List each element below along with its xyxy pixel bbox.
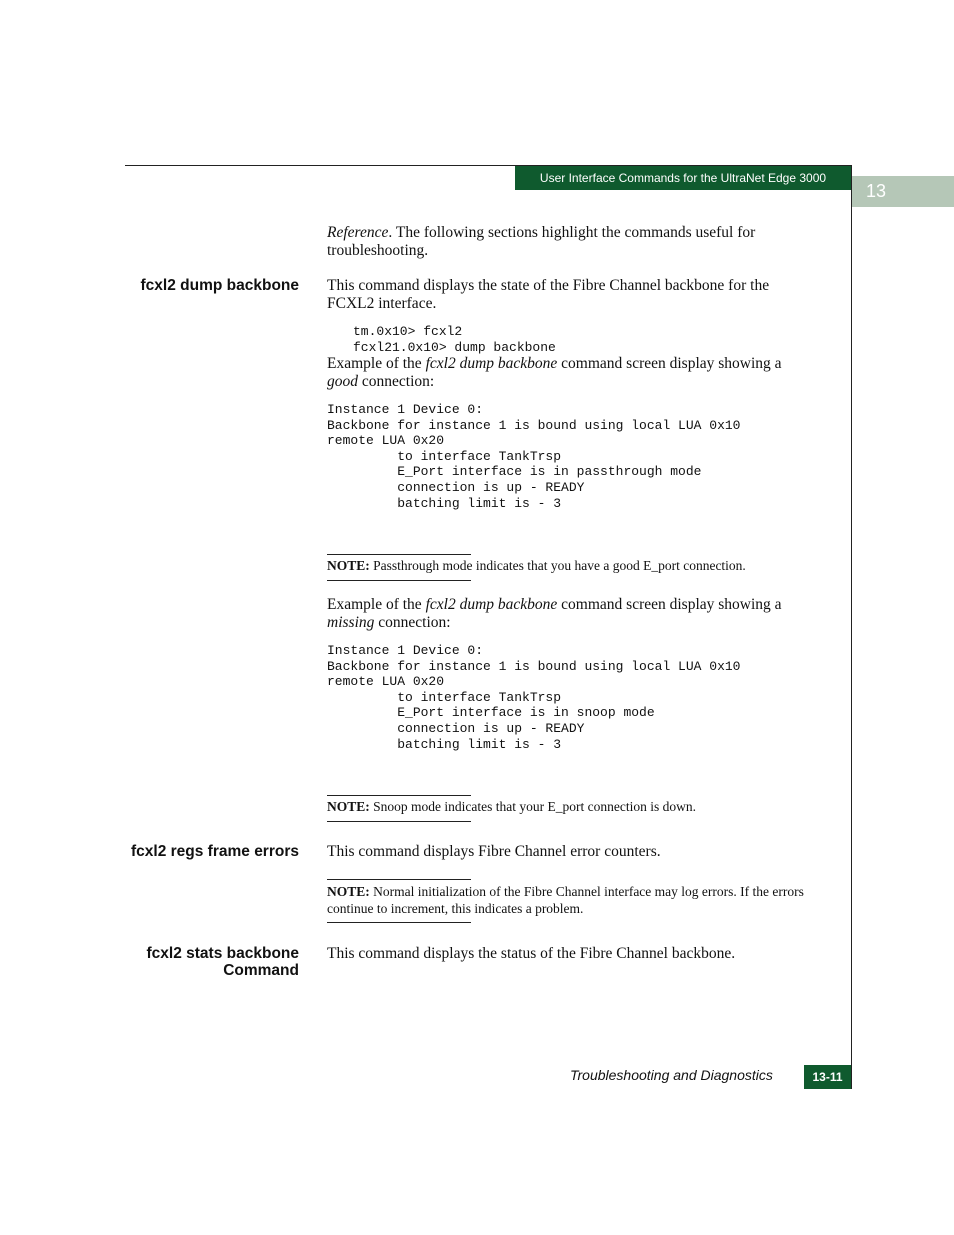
- dump-command-lines: tm.0x10> fcxl2 fcxl21.0x10> dump backbone: [353, 324, 556, 355]
- section-heading-dump: fcxl2 dump backbone: [140, 277, 299, 294]
- note-init-errors: [327, 883, 809, 917]
- stats-heading-line1: fcxl2 stats backbone: [146, 945, 299, 962]
- running-header-title: User Interface Commands for the UltraNet Edge 3000: [539, 171, 827, 185]
- chapter-number: 13: [866, 181, 887, 201]
- example-state: good: [327, 373, 358, 390]
- dump-description: This command displays the state of the Fibre Channel backbone for the FCXL2 interface.: [327, 277, 770, 312]
- example-prefix: Example of the: [327, 596, 426, 613]
- dump-example-good: [327, 355, 805, 391]
- note-rule-top: [327, 795, 471, 796]
- example-state: missing: [327, 614, 375, 631]
- note-rule-bottom: [327, 922, 471, 923]
- note-rule-bottom: [327, 821, 471, 822]
- example-suffix: connection:: [358, 373, 435, 390]
- stats-description: This command displays the status of the Fibre Channel backbone.: [327, 945, 736, 962]
- note-rule-bottom: [327, 580, 471, 581]
- dump-output-missing: Instance 1 Device 0: Backbone for instance 1 is bound using local LUA 0x10 remote LUA 0x20 to interface TankTrsp E_Port interface is in snoop mode connection is up - READY batching limit is - 3: [327, 643, 741, 752]
- regs-description: This command displays Fibre Channel error counters.: [327, 843, 661, 860]
- note-rule-top: [327, 879, 471, 880]
- chapter-tab: [852, 176, 954, 207]
- example-command: fcxl2 dump backbone: [425, 596, 558, 613]
- note-text: Normal initialization of the Fibre Channel interface may log errors. If the errors continue to increment, this indicates a problem.: [327, 884, 804, 916]
- intro-paragraph: [327, 224, 805, 260]
- stats-heading-line2: Command: [223, 962, 299, 979]
- note-label: NOTE:: [327, 799, 370, 814]
- section-heading-stats: [121, 945, 299, 979]
- note-snoop: [327, 798, 809, 815]
- margin-rule: [851, 165, 852, 1089]
- note-passthrough: [327, 557, 809, 574]
- example-middle: command screen display showing a: [557, 596, 782, 613]
- intro-text: . The following sections highlight the commands useful for troubleshooting.: [327, 224, 756, 259]
- note-label: NOTE:: [327, 558, 370, 573]
- page-number: 13-11: [812, 1070, 843, 1084]
- note-label: NOTE:: [327, 884, 370, 899]
- note-text: Snoop mode indicates that your E_port connection is down.: [369, 799, 696, 814]
- intro-reference: Reference: [327, 224, 389, 241]
- note-text: Passthrough mode indicates that you have a good E_port connection.: [369, 558, 746, 573]
- section-heading-regs: fcxl2 regs frame errors: [130, 843, 299, 860]
- example-prefix: Example of the: [327, 355, 426, 372]
- example-command: fcxl2 dump backbone: [425, 355, 558, 372]
- dump-output-good: Instance 1 Device 0: Backbone for instance 1 is bound using local LUA 0x10 remote LUA 0x20 to interface TankTrsp E_Port interface is in passthrough mode connection is up - READY batching limit is - 3: [327, 402, 741, 511]
- page-number-box: [804, 1065, 851, 1089]
- footer-title: Troubleshooting and Diagnostics: [570, 1067, 773, 1083]
- dump-example-missing: [327, 596, 805, 632]
- running-header: [515, 166, 851, 190]
- example-middle: command screen display showing a: [557, 355, 782, 372]
- note-rule-top: [327, 554, 471, 555]
- example-suffix: connection:: [374, 614, 451, 631]
